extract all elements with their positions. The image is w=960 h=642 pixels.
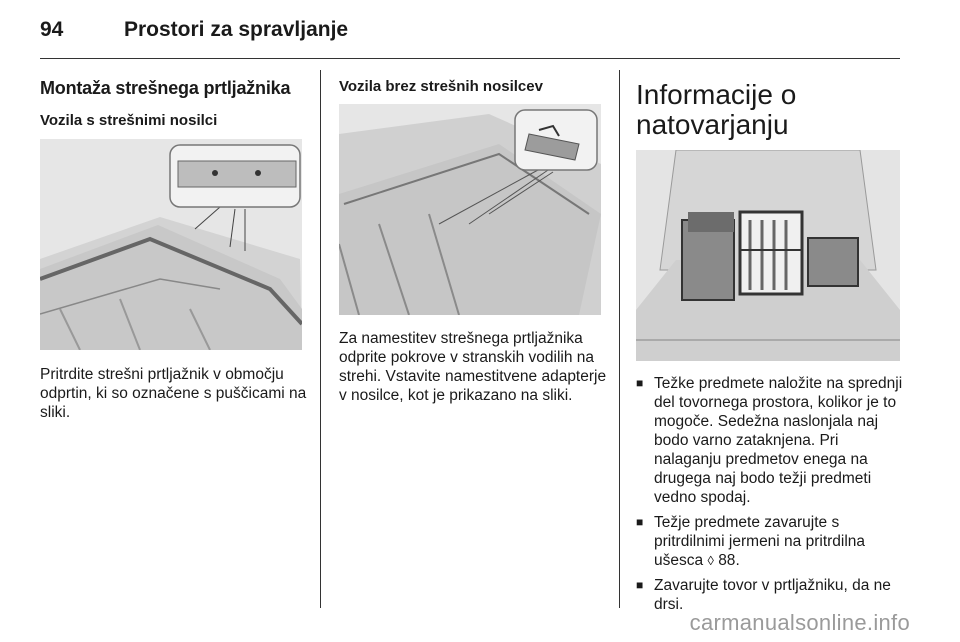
crossref-page-link[interactable]: 88 — [718, 552, 736, 569]
section-title-loading — [636, 80, 796, 140]
paragraph-adapters: Za namestitev strešnega prtljažnika odprite pokrove v stranskih vodilih na strehi. Vstavite namestitvene adapterje v nosilce, kot je prikazano na sliki. — [339, 330, 607, 404]
page-header — [40, 18, 900, 58]
cargo-loading-drawing — [636, 150, 900, 361]
roof-adapters-drawing — [339, 104, 601, 315]
running-title: Prostori za spravljanje — [124, 18, 349, 41]
section-title-line-1: Informacije o — [636, 79, 797, 110]
paragraph-roof-rack: Pritrdite strešni prtljažnik v območju odprtin, ki so označene s puščicami na sliki. — [40, 366, 307, 421]
column-divider-2 — [619, 70, 620, 608]
list-item-text: Zavarujte tovor v prtljažniku, da ne drsi. — [654, 577, 891, 613]
bullet-icon: ■ — [636, 376, 644, 390]
roof-rails-illustration — [40, 139, 302, 350]
crossref-icon: ◊ — [707, 553, 714, 568]
section-title-roof-rack: Montaža strešnega prtljažnika — [40, 78, 291, 98]
roof-rails-drawing — [40, 139, 302, 350]
list-item-text: Težje predmete zavarujte s pritrdilnimi jermeni na pritrdilna ušesca — [654, 514, 866, 569]
list-item — [636, 513, 904, 570]
page-number: 94 — [40, 18, 64, 41]
bullet-icon: ■ — [636, 515, 644, 529]
loading-tips-list — [636, 374, 904, 620]
list-item-text-end: . — [735, 552, 740, 569]
column-divider-1 — [320, 70, 321, 608]
list-item — [636, 576, 904, 614]
roof-adapters-illustration — [339, 104, 601, 315]
subheading-without-rails: Vozila brez strešnih nosilcev — [339, 78, 543, 95]
subheading-with-rails: Vozila s strešnimi nosilci — [40, 112, 218, 129]
list-item-text: Težke predmete naložite na sprednji del tovornega prostora, kolikor je to mogoče. Sedežna naslonjala naj bodo varno zataknjena. Pri nalaganju predmetov enega na drugega naj bodo težji predmeti vedno spodaj. — [654, 375, 903, 506]
section-title-line-2: natovarjanju — [636, 109, 789, 140]
cargo-loading-illustration — [636, 150, 900, 361]
list-item — [636, 374, 904, 507]
bullet-icon: ■ — [636, 578, 644, 592]
header-divider — [40, 58, 900, 59]
watermark: carmanualsonline.info — [689, 610, 910, 635]
